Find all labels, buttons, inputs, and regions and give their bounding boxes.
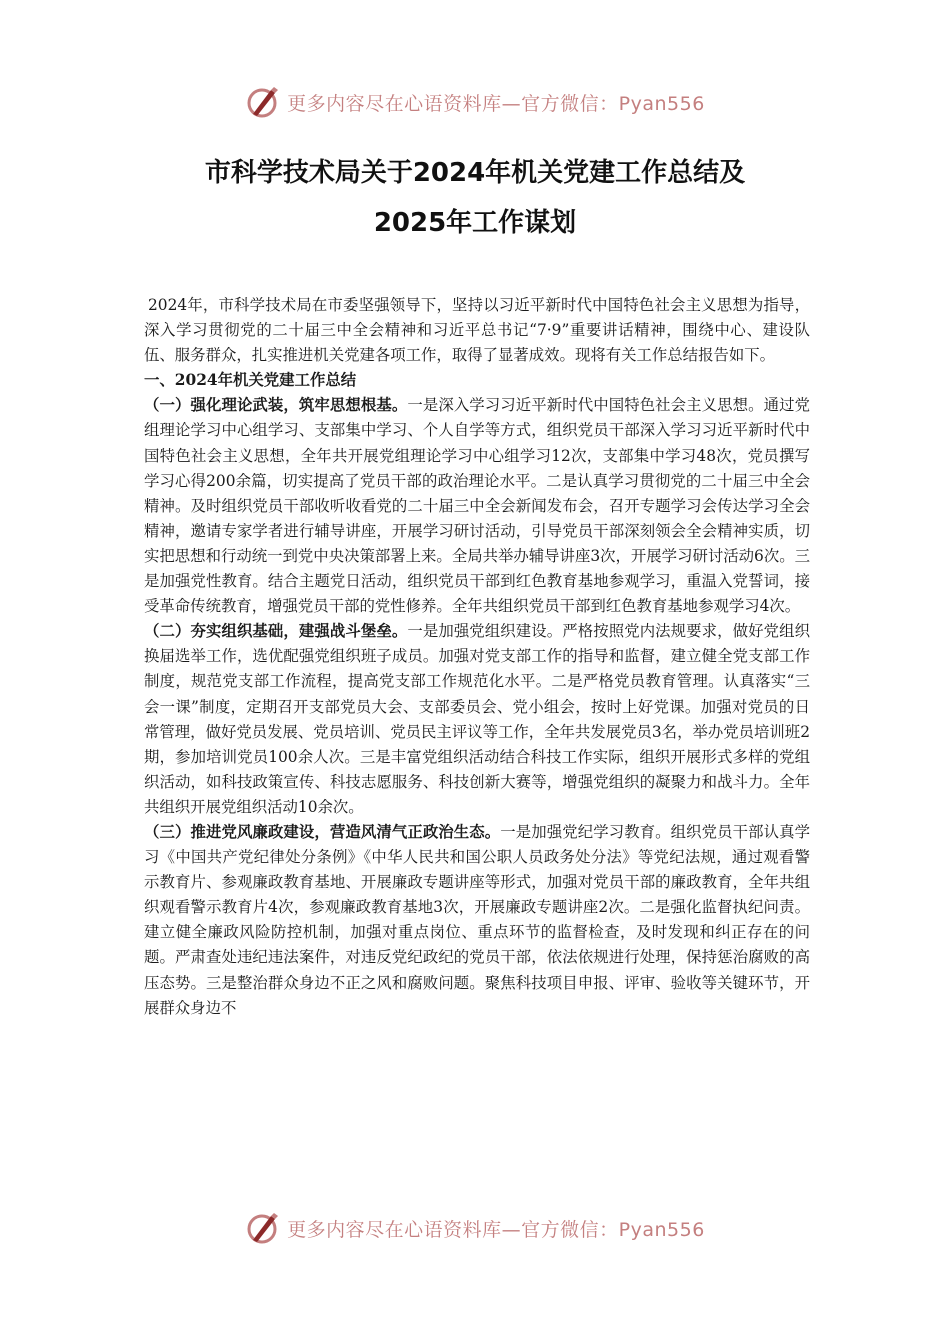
pen-logo-icon — [245, 1210, 281, 1246]
intro-paragraph: 2024年，市科学技术局在市委坚强领导下，坚持以习近平新时代中国特色社会主义思想为指导，深入学习贯彻党的二十届三中全会精神和习近平总书记“7·9”重要讲话精神，围绕中心、建设队伍、服务群众，扎实推进机关党建各项工作，取得了显著成效。现将有关工作总结报告如下。 — [144, 296, 810, 365]
document-title-line1: 市科学技术局关于2024年机关党建工作总结及 — [204, 158, 746, 188]
document-body — [144, 293, 810, 1021]
pen-logo-icon — [245, 84, 281, 120]
watermark-text: 更多内容尽在心语资料库—官方微信：Pyan556 — [287, 1218, 705, 1241]
item-body: 一是加强党组织建设。严格按照党内法规要求，做好党组织换届选举工作，选优配强党组织班子成员。加强对党支部工作的指导和监督，建立健全党支部工作制度，规范党支部工作流程，提高党支部工作规范化水平。二是严格党员教育管理。认真落实“三会一课”制度，定期召开支部党员大会、支部委员会、党小组会，按时上好党课。加强对党员的日常管理，做好党员发展、党员培训、党员民主评议等工作，全年共发展党员3名，举办党员培训班2期，参加培训党员100余人次。三是丰富党组织活动结合科技工作实际，组织开展形式多样的党组织活动，如科技政策宣传、科技志愿服务、科技创新大赛等，增强党组织的凝聚力和战斗力。全年共组织开展党组织活动10余次。 — [144, 622, 810, 816]
watermark-banner-bottom — [0, 1208, 950, 1248]
item-lead: （三）推进党风廉政建设，营造风清气正政治生态。 — [144, 822, 501, 841]
watermark-text: 更多内容尽在心语资料库—官方微信：Pyan556 — [287, 92, 705, 115]
item-lead: （一）强化理论武装，筑牢思想根基。 — [144, 396, 408, 415]
section-heading: 一、2024年机关党建工作总结 — [144, 371, 357, 390]
document-title-line2: 2025年工作谋划 — [373, 208, 577, 238]
item-paragraph — [144, 619, 810, 820]
item-lead: （二）夯实组织基础，建强战斗堡垒。 — [144, 622, 408, 641]
watermark-banner-top — [0, 82, 950, 122]
item-paragraph — [144, 820, 810, 1021]
item-body: 一是加强党纪学习教育。组织党员干部认真学习《中国共产党纪律处分条例》《中华人民共和国公职人员政务处分法》等党纪法规，通过观看警示教育片、参观廉政教育基地、开展廉政专题讲座等形式，加强对党员干部的廉政教育，全年共组织观看警示教育片4次，参观廉政教育基地3次，开展廉政专题讲座2次。二是强化监督执纪问责。建立健全廉政风险防控机制，加强对重点岗位、重点环节的监督检查，及时发现和纠正存在的问题。严肃查处违纪违法案件，对违反党纪政纪的党员干部，依法依规进行处理，保持惩治腐败的高压态势。三是整治群众身边不正之风和腐败问题。聚焦科技项目申报、评审、验收等关键环节，开展群众身边不 — [144, 822, 810, 1017]
item-body: 一是深入学习习近平新时代中国特色社会主义思想。通过党组理论学习中心组学习、支部集中学习、个人自学等方式，组织党员干部深入学习习近平新时代中国特色社会主义思想，全年共开展党组理论学习中心组学习12次，支部集中学习48次，党员撰写学习心得200余篇，切实提高了党员干部的政治理论水平。二是认真学习贯彻党的二十届三中全会精神。及时组织党员干部收听收看党的二十届三中全会新闻发布会，召开专题学习会传达学习全会精神，邀请专家学者进行辅导讲座，开展学习研讨活动，引导党员干部深刻领会全会精神实质，切实把思想和行动统一到党中央决策部署上来。全局共举办辅导讲座3次，开展学习研讨活动6次。三是加强党性教育。结合主题党日活动，组织党员干部到红色教育基地参观学习，重温入党誓词，接受革命传统教育，增强党员干部的党性修养。全年共组织党员干部到红色教育基地参观学习4次。 — [144, 396, 810, 616]
item-paragraph — [144, 393, 810, 619]
